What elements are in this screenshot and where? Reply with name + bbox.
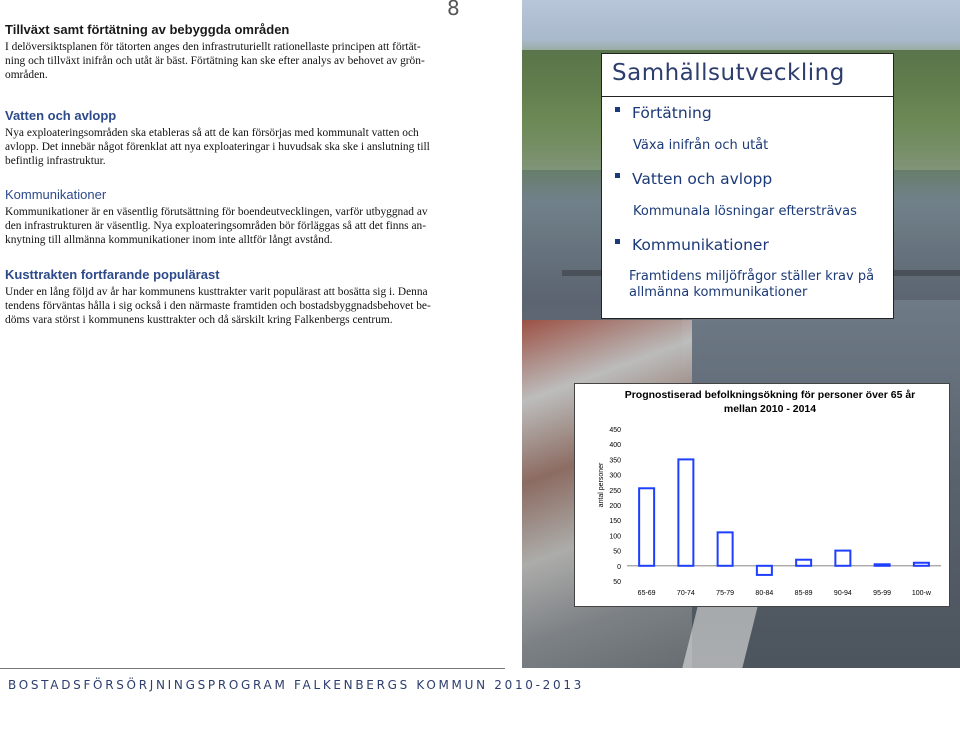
box-item-label: Vatten och avlopp (632, 170, 773, 188)
box-item-label: Förtätning (632, 104, 712, 122)
kommunikationer-line: knytning till allmänna kommunikationer inom inte alltför långt avstånd. (5, 234, 333, 246)
vatten-line: avlopp. Det innebär något förenklat att nya exploateringar i huvudsak ska ske i anslutning till (5, 141, 430, 153)
x-tick-label: 75-79 (716, 590, 735, 597)
bullet-square-icon (615, 173, 620, 178)
kust-section (5, 267, 485, 327)
kommunikationer-heading: Kommunikationer (5, 187, 107, 202)
y-tick-label: 400 (609, 442, 621, 450)
bar-90-94 (835, 551, 850, 566)
x-tick-label: 70-74 (676, 590, 695, 597)
bar-85-89 (796, 560, 811, 566)
population-chart (574, 383, 950, 607)
y-tick-label: 100 (609, 533, 621, 541)
intro-line: områden. (5, 69, 48, 81)
y-tick-label: 300 (609, 472, 621, 480)
box-title-divider (602, 96, 893, 97)
bar-95-99 (875, 564, 890, 566)
y-tick-label: 0 (617, 563, 621, 571)
x-tick-label: 90-94 (833, 590, 852, 597)
page-number: 8 (447, 0, 460, 20)
chart-title-line: mellan 2010 - 2014 (723, 403, 817, 415)
kust-line: tendens förväntas hålla i sig också i den närmaste framtiden och bostadsbyggnadsbehovet be- (5, 300, 431, 312)
y-tick-label: 350 (609, 457, 621, 465)
kommunikationer-section (5, 187, 485, 247)
chart-plot (575, 384, 949, 606)
bar-65-69 (639, 488, 654, 566)
box-item-fortatning (615, 104, 712, 122)
bar-70-74 (678, 459, 693, 565)
bullet-square-icon (615, 239, 620, 244)
y-tick-label: 50 (613, 579, 621, 586)
bullet-square-icon (615, 107, 620, 112)
vatten-line: befintlig infrastruktur. (5, 155, 106, 167)
intro-line: I delöversiktsplanen för tätorten anges den infrastruturiellt rationellaste principen att förtät- (5, 41, 421, 53)
x-tick-label: 80-84 (755, 590, 774, 597)
intro-section (5, 22, 485, 82)
vatten-line: Nya exploateringsområden ska etableras så att de kan försörjas med kommunalt vatten och (5, 127, 419, 139)
footer-text: BOSTADSFÖRSÖRJNINGSPROGRAM FALKENBERGS KOMMUN 2010-2013 (8, 678, 584, 692)
intro-heading: Tillväxt samt förtätning av bebyggda områden (5, 22, 290, 37)
y-tick-label: 450 (609, 427, 621, 434)
bar-75-79 (718, 532, 733, 565)
box-item-label: Kommunikationer (632, 236, 769, 254)
box-item-sub: Växa inifrån och utåt (633, 138, 769, 153)
y-tick-label: 50 (613, 548, 621, 556)
box-item-sub: Kommunala lösningar eftersträvas (633, 204, 857, 219)
kommunikationer-line: den infrastrukturen är väsentlig. Nya exploateringsområden bör förläggas så att det finns an- (5, 220, 426, 232)
vatten-heading: Vatten och avlopp (5, 108, 117, 123)
x-tick-label: 100-w (911, 590, 931, 597)
footer-divider (0, 668, 505, 669)
box-item-sub: allmänna kommunikationer (629, 285, 808, 300)
y-axis-label: antal personer (598, 462, 605, 508)
chart-title-line: Prognostiserad befolkningsökning för personer över 65 år (624, 389, 916, 401)
bar-80-84 (757, 566, 772, 575)
x-tick-label: 65-69 (637, 590, 656, 597)
kommunikationer-line: Kommunikationer är en väsentlig förutsättning för boendeutvecklingen, varför utbyggnad av (5, 206, 428, 218)
y-tick-label: 200 (609, 503, 621, 510)
box-item-kommunikationer (615, 236, 769, 254)
y-tick-label: 250 (609, 487, 621, 495)
kust-heading: Kusttrakten fortfarande populärast (5, 267, 220, 282)
box-item-sub: Framtidens miljöfrågor ställer krav på (629, 269, 875, 284)
x-tick-label: 95-99 (873, 590, 892, 597)
x-tick-label: 85-89 (794, 590, 813, 597)
box-title: Samhällsutveckling (612, 60, 845, 86)
kust-line: Under en lång följd av år har kommunens kusttrakter varit populärast att bosätta sig i. Denna (5, 286, 428, 298)
y-tick-label: 150 (609, 518, 621, 526)
box-item-vatten (615, 170, 772, 188)
bar-100-w (914, 563, 929, 566)
vatten-section (5, 108, 485, 168)
kust-line: döms vara störst i kommunens kusttrakter och då särskilt kring Falkenbergs centrum. (5, 314, 393, 326)
intro-line: ning och tillväxt inifrån och utåt är bäst. Förtätning kan ske efter analys av behovet av grön- (5, 55, 425, 67)
summary-box (601, 53, 894, 319)
